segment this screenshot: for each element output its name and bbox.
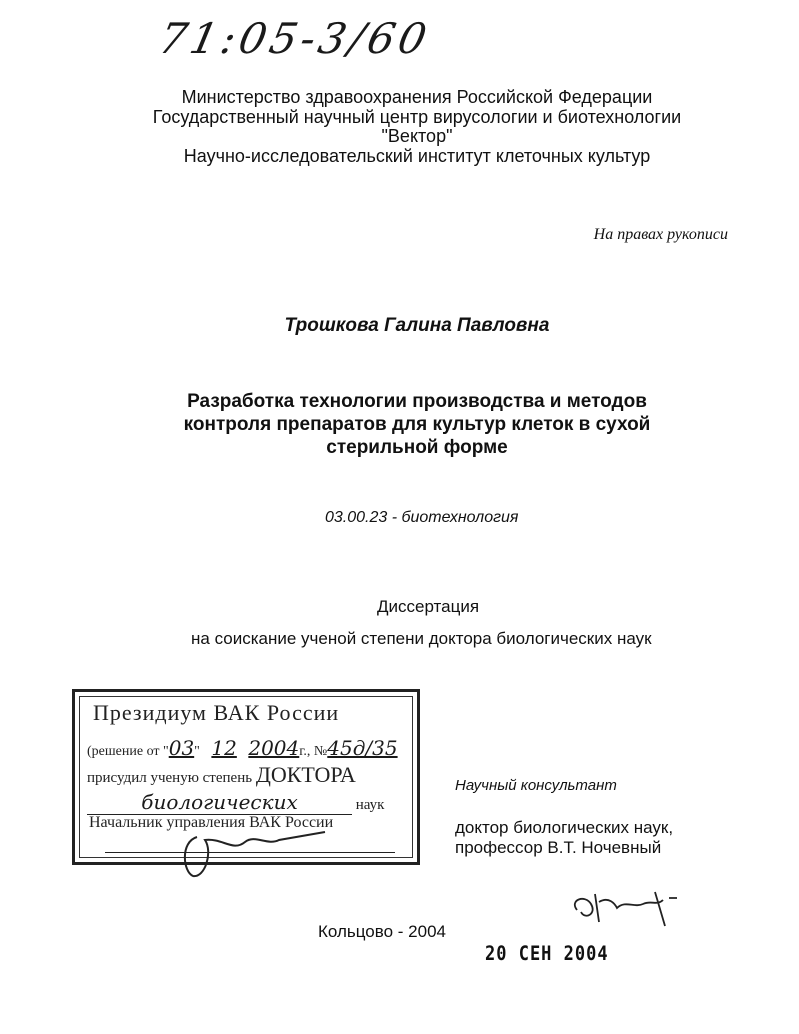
author-name: Трошкова Галина Павловна xyxy=(284,315,550,336)
vak-stamp xyxy=(72,689,420,865)
dissertation-degree: на соискание ученой степени доктора биологических наук xyxy=(191,629,652,648)
stamp-field-line: биологических наук xyxy=(87,790,384,815)
org-institute: Научно-исследовательский институт клеточных культур xyxy=(183,146,651,166)
title-line-2: контроля препаратов для культур клеток в сухой xyxy=(183,414,651,435)
dissertation-label: Диссертация xyxy=(377,597,480,616)
consultant-label: Научный консультант xyxy=(455,777,617,794)
date-stamp: 20 СЕН 2004 xyxy=(485,942,609,966)
stamp-header: Президиум ВАК России xyxy=(93,700,340,725)
stamp-awarded-line: присудил ученую степень ДОКТОРА xyxy=(87,762,356,787)
consultant-signature xyxy=(565,882,680,932)
title-line-3: стерильной форме xyxy=(326,437,508,458)
consultant-degree: доктор биологических наук, xyxy=(455,818,674,837)
specialty: 03.00.23 - биотехнология xyxy=(325,509,519,526)
stamp-chief: Начальник управления ВАК России xyxy=(89,814,334,831)
org-vector: "Вектор" xyxy=(381,126,453,146)
handwritten-code: 71:05-3/60 xyxy=(154,14,435,63)
org-ministry: Министерство здравоохранения Российской Федерации xyxy=(181,87,653,107)
org-center: Государственный научный центр вирусологии и биотехнологии xyxy=(152,107,682,127)
consultant-name: профессор В.Т. Ночевный xyxy=(455,838,662,857)
stamp-decision-line: (решение от "03" 12 2004г., №45д/35 xyxy=(87,736,398,760)
manuscript-note: На правах рукописи xyxy=(593,226,728,243)
place-year: Кольцово - 2004 xyxy=(318,922,446,941)
title-line-1: Разработка технологии производства и методов xyxy=(187,391,647,412)
stamp-signature-mark xyxy=(175,812,335,882)
